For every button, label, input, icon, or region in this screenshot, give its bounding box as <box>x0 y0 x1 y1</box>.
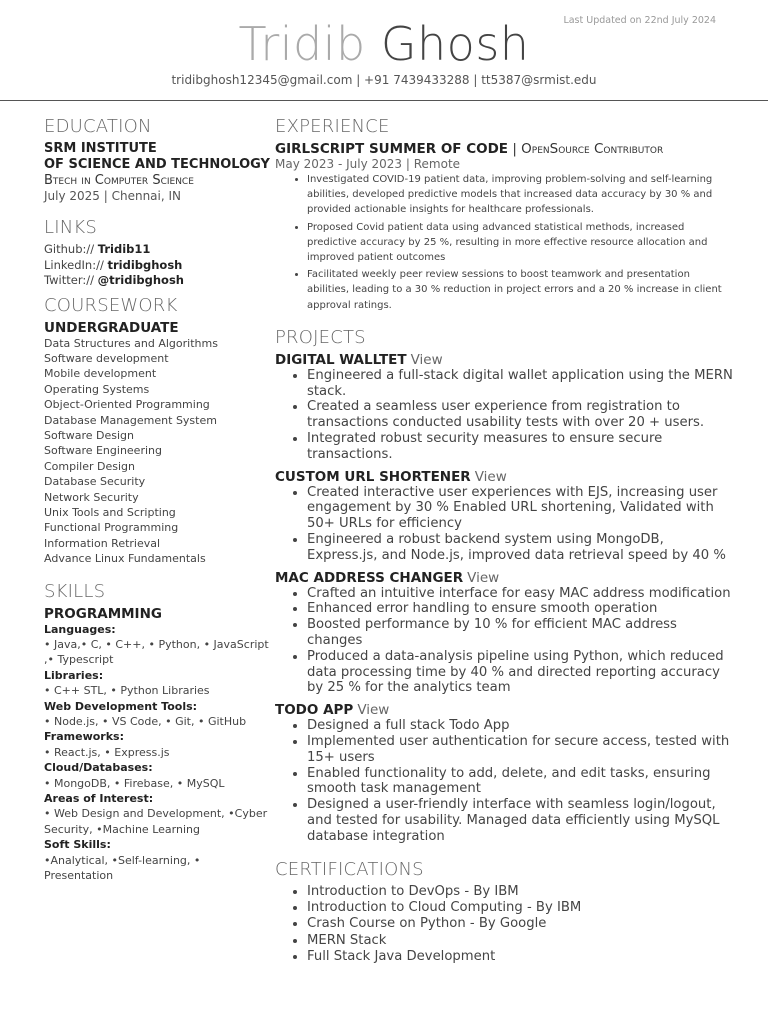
course-item: Database Security <box>44 475 146 489</box>
coursework-section <box>44 295 272 567</box>
project-bullet: • Designed a user-friendly interface with seamless login/logout, and tested for usability. Managed data efficiently using MySQL database integration <box>307 797 735 844</box>
project-bullet: • Created a seamless user experience from registration to transactions conducted usability tests with over 20 + users. <box>307 399 735 431</box>
education-heading: EDUCATION <box>44 116 152 137</box>
project-item <box>275 702 735 844</box>
project-list <box>275 352 735 845</box>
experience-section <box>275 116 735 313</box>
project-name: TODO APP <box>275 702 354 719</box>
project-name: CUSTOM URL SHORTENER <box>275 468 471 485</box>
course-item: Mobile development <box>44 367 157 381</box>
link-value: Tridib11 <box>97 242 151 256</box>
course-item: Database Management System <box>44 413 217 427</box>
skills-heading: SKILLS <box>44 580 106 602</box>
project-title <box>275 570 735 586</box>
project-bullets <box>275 586 735 697</box>
school-name-line2: OF SCIENCE AND TECHNOLOGY <box>44 157 270 172</box>
certifications-section <box>275 859 735 966</box>
resume-name <box>0 14 768 74</box>
skill-group-values: •Analytical, •Self-learning, • Presentation <box>44 853 201 883</box>
link-github[interactable] <box>44 242 272 258</box>
links-heading: LINKS <box>44 217 98 238</box>
experience-title <box>275 141 735 157</box>
project-view-link[interactable]: View <box>474 468 507 485</box>
project-bullet: • Boosted performance by 10 % for efficient MAC address changes <box>307 617 735 649</box>
project-bullet: • Engineered a robust backend system using MongoDB, Express.js, and Node.js, improved data retrieval speed by 40 % <box>307 532 735 564</box>
course-list <box>44 336 272 567</box>
course-item: Software Engineering <box>44 444 162 458</box>
course-item: Unix Tools and Scripting <box>44 505 176 519</box>
project-name: MAC ADDRESS CHANGER <box>275 569 464 586</box>
project-item <box>275 570 735 697</box>
course-item: Network Security <box>44 490 139 504</box>
project-bullets <box>275 485 735 564</box>
link-linkedin[interactable] <box>44 258 272 274</box>
skill-group-title: Libraries: <box>44 668 104 682</box>
certifications-heading: CERTIFICATIONS <box>275 858 424 880</box>
header-divider <box>0 100 768 101</box>
project-item <box>275 469 735 564</box>
course-item: Functional Programming <box>44 521 179 535</box>
project-bullet: • Enabled functionality to add, delete, and edit tasks, ensuring smooth task management <box>307 766 735 798</box>
projects-section <box>275 327 735 845</box>
project-view-link[interactable]: View <box>467 569 500 586</box>
skills-section <box>44 581 272 884</box>
certification-item: • Crash Course on Python - By Google <box>307 916 735 932</box>
link-value: tridibghosh <box>107 257 183 272</box>
course-item: Compiler Design <box>44 459 135 473</box>
project-name: DIGITAL WALLTET <box>275 351 407 368</box>
certification-item: • Introduction to DevOps - By IBM <box>307 884 735 900</box>
course-item: Software Design <box>44 428 134 442</box>
certification-item: • Full Stack Java Development <box>307 949 735 965</box>
skill-group-title: Areas of Interest: <box>44 792 154 806</box>
course-item: Information Retrieval <box>44 536 161 550</box>
project-view-link[interactable]: View <box>357 702 390 719</box>
project-bullet: • Integrated robust security measures to ensure secure transactions. <box>307 431 735 463</box>
project-bullet: • Implemented user authentication for secure access, tested with 15+ users <box>307 734 735 766</box>
degree: Btech in Computer Science <box>44 173 194 188</box>
skill-group-values: • Web Design and Development, •Cyber Security, •Machine Learning <box>44 807 268 836</box>
course-item: Object-Oriented Programming <box>44 398 210 412</box>
skill-groups <box>44 622 272 884</box>
skill-group-title: Frameworks: <box>44 730 124 744</box>
skill-group-values: • Java,• C, • C++, • Python, • JavaScript ,• Typescript <box>44 638 269 667</box>
skill-group-title: Web Development Tools: <box>44 699 198 713</box>
link-value: @tridibghosh <box>97 273 184 287</box>
project-bullet: • Enhanced error handling to ensure smooth operation <box>307 601 735 617</box>
last-name: Ghosh <box>380 17 530 71</box>
experience-bullet: • Facilitated weekly peer review sessions to boost teamwork and presentation abilities, leading to a 30 % reduction in project errors and a 20 % increase in client approval ratings. <box>307 267 735 313</box>
experience-org: GIRLSCRIPT SUMMER OF CODE <box>275 141 509 157</box>
link-twitter[interactable] <box>44 273 272 289</box>
skill-group-values: • Node.js, • VS Code, • Git, • GitHub <box>44 715 247 729</box>
link-label: LinkedIn:// <box>44 257 104 272</box>
project-title <box>275 352 735 368</box>
right-column <box>275 116 735 966</box>
experience-bullet: • Proposed Covid patient data using advanced statistical methods, increased predictive accuracy by 25 %, resulting in more effective resource allocation and improved patient outcomes <box>307 220 735 266</box>
course-item: Software development <box>44 351 169 365</box>
experience-role: | OpenSource Contributor <box>512 141 664 157</box>
project-bullet: • Crafted an intuitive interface for easy MAC address modification <box>307 586 735 602</box>
link-label: Twitter:// <box>44 273 94 287</box>
project-title <box>275 702 735 718</box>
education-details: July 2025 | Chennai, IN <box>44 189 182 203</box>
certification-item: • Introduction to Cloud Computing - By IBM <box>307 900 735 916</box>
experience-heading: EXPERIENCE <box>275 116 390 137</box>
left-column <box>44 116 272 884</box>
course-item: Advance Linux Fundamentals <box>44 552 206 566</box>
experience-bullet: • Investigated COVID-19 patient data, improving problem-solving and self-learning abilities, developed predictive models that increased data accuracy by 30 % and provided actionable insights for healthcare professionals. <box>307 172 735 218</box>
school-name-line1: SRM INSTITUTE <box>44 141 157 156</box>
skill-group-title: Soft Skills: <box>44 838 111 852</box>
skills-subheading: PROGRAMMING <box>44 605 162 622</box>
links-section <box>44 217 272 289</box>
project-bullets <box>275 368 735 463</box>
skill-group-title: Cloud/Databases: <box>44 761 153 775</box>
first-name: Tridib <box>238 17 366 71</box>
skill-group-values: • React.js, • Express.js <box>44 745 170 759</box>
experience-bullets <box>275 172 735 313</box>
project-bullet: • Produced a data-analysis pipeline using Python, which reduced data processing time by 40 % and directed reporting accuracy by 25 % for the analytics team <box>307 649 735 696</box>
skill-group-title: Languages: <box>44 622 116 636</box>
project-item <box>275 352 735 463</box>
project-title <box>275 469 735 485</box>
last-updated: Last Updated on 22nd July 2024 <box>563 15 716 26</box>
experience-dates: May 2023 - July 2023 | Remote <box>275 157 461 171</box>
project-bullets <box>275 718 735 844</box>
coursework-subheading: UNDERGRADUATE <box>44 319 179 336</box>
certification-list <box>275 884 735 966</box>
coursework-heading: COURSEWORK <box>44 294 178 316</box>
project-view-link[interactable]: View <box>410 351 443 368</box>
skill-group-values: • MongoDB, • Firebase, • MySQL <box>44 776 225 790</box>
certification-item: • MERN Stack <box>307 933 735 949</box>
skill-group-values: • C++ STL, • Python Libraries <box>44 684 210 698</box>
projects-heading: PROJECTS <box>275 326 366 348</box>
link-label: Github:// <box>44 242 95 256</box>
project-bullet: • Designed a full stack Todo App <box>307 718 735 734</box>
education-section <box>44 116 272 204</box>
contact-line: tridibghosh12345@gmail.com | +91 7439433288 | tt5387@srmist.edu <box>171 73 597 87</box>
course-item: Operating Systems <box>44 382 150 396</box>
project-bullet: • Engineered a full-stack digital wallet application using the MERN stack. <box>307 368 735 400</box>
course-item: Data Structures and Algorithms <box>44 336 218 350</box>
project-bullet: • Created interactive user experiences with EJS, increasing user engagement by 30 % Enabled URL shortening, Validated with 50+ URLs for efficiency <box>307 485 735 532</box>
